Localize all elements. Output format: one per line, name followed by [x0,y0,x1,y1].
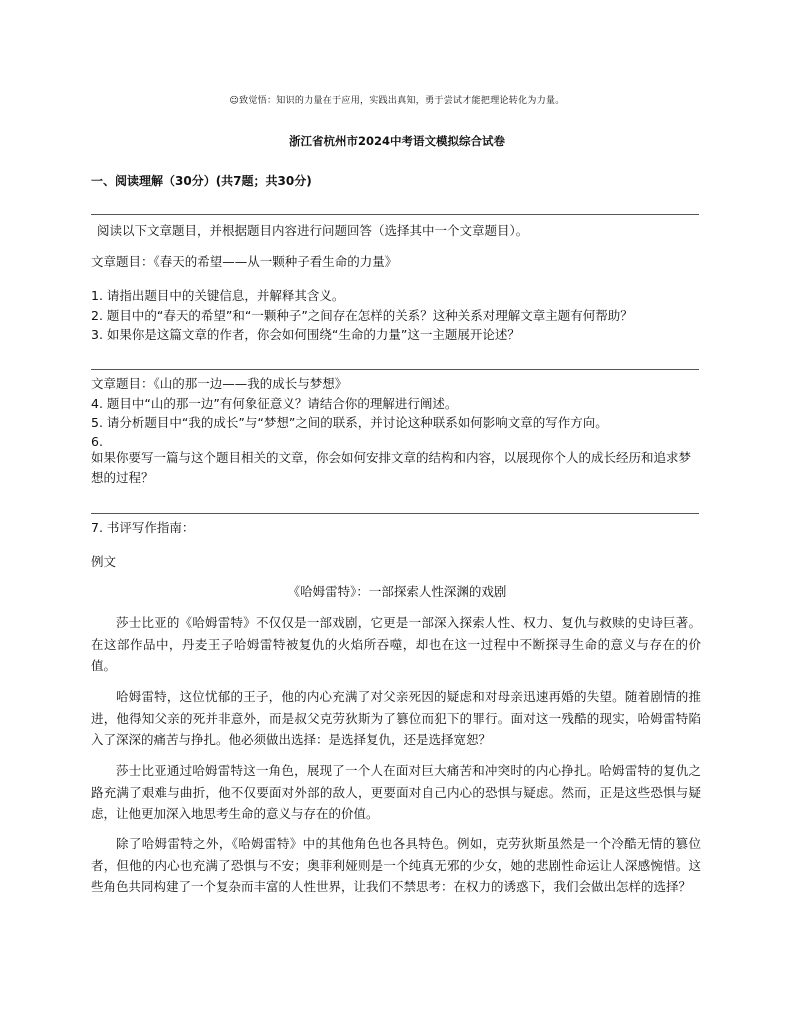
question-6-text: 如果你要写一篇与这个题目相关的文章，你会如何安排文章的结构和内容，以展现你个人的成长经历和追求梦想的过程？ [91,450,692,485]
article-title-2: 文章题目：《山的那一边——我的成长与梦想》 [91,376,348,391]
essay-paragraph: 莎士比亚的《哈姆雷特》不仅仅是一部戏剧，它更是一部深入探索人性、权力、复仇与救赎的史诗巨著。在这部作品中，丹麦王子哈姆雷特被复仇的火焰所吞噬，却也在这一过程中不断探寻生命的意义与存在的价值。 [91,615,701,673]
question-2: 2. 题目中的“春天的希望”和“一颗种子”之间存在怎样的关系？这种关系对理解文章主题有何帮助？ [91,308,633,323]
essay-title: 《哈姆雷特》：一部探索人性深渊的戏剧 [287,584,507,599]
question-6-number: 6. [91,434,103,449]
divider [91,214,699,215]
section-heading: 一、阅读理解（30分）(共7题；共30分) [91,174,312,188]
question-1: 1. 请指出题目中的关键信息，并解释其含义。 [91,288,345,303]
essay-paragraph: 哈姆雷特，这位忧郁的王子，他的内心充满了对父亲死因的疑虑和对母亲迅速再婚的失望。随着剧情的推进，他得知父亲的死并非意外，而是叔父克劳狄斯为了篡位而犯下的罪行。面对这一残酷的现实，哈姆雷特陷入了深深的痛苦与挣扎。他必须做出选择：是选择复仇，还是选择宽恕？ [91,689,701,747]
motto-line: ☺致觉悟：知识的力量在于应用，实践出真知，勇于尝试才能把理论转化为力量。 [229,96,565,106]
essay-paragraph: 莎士比亚通过哈姆雷特这一角色，展现了一个人在面对巨大痛苦和冲突时的内心挣扎。哈姆雷特的复仇之路充满了艰难与曲折，他不仅要面对外部的敌人，更要面对自己内心的恐惧与疑虑。然而，正是这些恐惧与疑虑，让他更加深入地思考生命的意义与存在的价值。 [91,763,701,821]
question-5: 5. 请分析题目中“我的成长”与“梦想”之间的联系，并讨论这种联系如何影响文章的写作方向。 [91,415,608,430]
question-4: 4. 题目中“山的那一边”有何象征意义？请结合你的理解进行阐述。 [91,396,458,411]
article-title-1: 文章题目：《春天的希望——从一颗种子看生命的力量》 [91,254,398,269]
document-title: 浙江省杭州市2024中考语文模拟综合试卷 [288,134,505,148]
divider [91,513,699,514]
divider [91,369,699,370]
example-label: 例文 [91,554,117,569]
essay-paragraph: 除了哈姆雷特之外，《哈姆雷特》中的其他角色也各具特色。例如，克劳狄斯虽然是一个冷酷无情的篡位者，但他的内心也充满了恐惧与不安；奥菲利娅则是一个纯真无邪的少女，她的悲剧性命运让人深感惋惜。这些角色共同构建了一个复杂而丰富的人性世界，让我们不禁思考：在权力的诱惑下，我们会做出怎样的选择？ [91,836,701,894]
question-3: 3. 如果你是这篇文章的作者，你会如何围绕“生命的力量”这一主题展开论述？ [91,327,520,342]
question-7-label: 7. 书评写作指南： [91,520,195,535]
instruction-text: 阅读以下文章题目，并根据题目内容进行问题回答（选择其中一个文章题目）。 [97,223,529,238]
